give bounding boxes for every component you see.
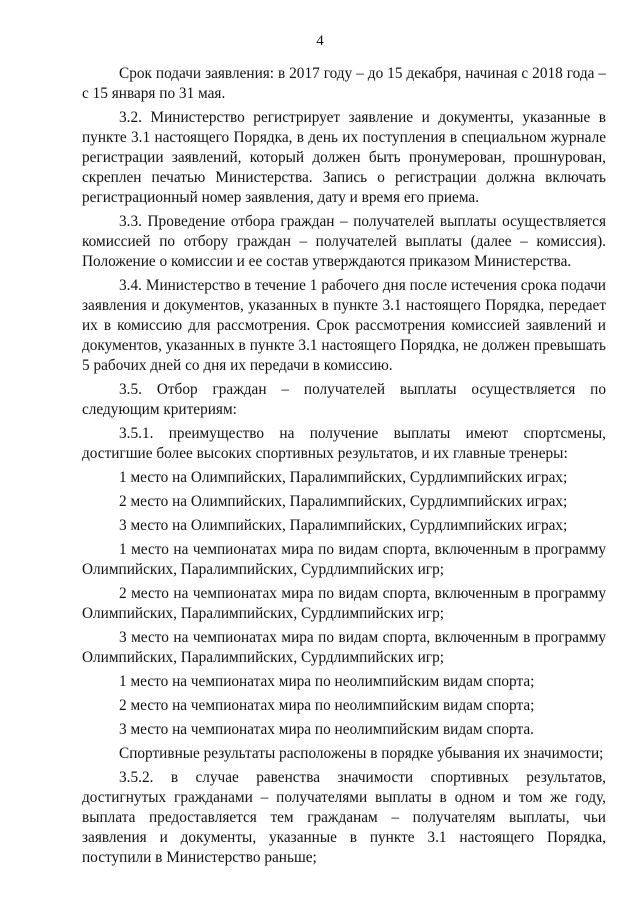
list-item-place: 1 место на Олимпийских, Паралимпийских, Сурдлимпийских играх;	[119, 469, 568, 486]
paragraph-3-4: 3.4. Министерство в течение 1 рабочего дня после истечения срока подачи заявления и документов, указанных в пункте 3.1 настоящего Порядка, передает их в комиссию для рассмотрения. Срок рассмотрения комиссией заявлений и документов, указанных в пункте 3.1 настоящего Порядка, не должен превышать 5 рабочих дней со дня их передачи в комиссию.	[82, 277, 606, 374]
list-item-place: 2 место на чемпионатах мира по неолимпийским видам спорта;	[119, 697, 535, 714]
paragraph-3-5-1: 3.5.1. преимущество на получение выплаты имеют спортсмены, достигшие более высоких спортивных результатов, и их главные тренеры:	[82, 425, 606, 462]
list-item-place: 3 место на Олимпийских, Паралимпийских, Сурдлимпийских играх;	[119, 517, 568, 534]
list-item-place: 2 место на чемпионатах мира по видам спорта, включенным в программу Олимпийских, Паралимпийских, Сурдлимпийских игр;	[82, 585, 606, 622]
list-item-place: 1 место на чемпионатах мира по видам спорта, включенным в программу Олимпийских, Паралимпийских, Сурдлимпийских игр;	[82, 541, 606, 578]
paragraph-3-2: 3.2. Министерство регистрирует заявление и документы, указанные в пункте 3.1 настоящего Порядка, в день их поступления в специальном журнале регистрации заявлений, который должен быть пронумерован, прошнурован, скреплен печатью Министерства. Запись о регистрации должна включать регистрационный номер заявления, дату и время его приема.	[82, 109, 606, 206]
paragraph-3-5: 3.5. Отбор граждан – получателей выплаты осуществляется по следующим критериям:	[82, 381, 606, 418]
paragraph-3-3: 3.3. Проведение отбора граждан – получателей выплаты осуществляется комиссией по отбору граждан – получателей выплаты (далее – комиссия). Положение о комиссии и ее состав утверждаются приказом Министерства.	[82, 213, 606, 270]
list-item-place: 2 место на Олимпийских, Паралимпийских, Сурдлимпийских играх;	[119, 493, 568, 510]
paragraph-3-5-2: 3.5.2. в случае равенства значимости спортивных результатов, достигнутых гражданами – получателями выплаты в одном и том же году, выплата предоставляется тем гражданам – получателям выплаты, чьи заявления и документы, указанные в пункте 3.1 настоящего Порядка, поступили в Министерство раньше;	[82, 769, 606, 866]
document-body	[82, 64, 606, 868]
list-item-place: 3 место на чемпионатах мира по видам спорта, включенным в программу Олимпийских, Паралимпийских, Сурдлимпийских игр;	[82, 629, 606, 666]
paragraph-deadline: Срок подачи заявления: в 2017 году – до 15 декабря, начиная с 2018 года – с 15 января по 31 мая.	[82, 65, 606, 102]
page-number: 4	[316, 33, 324, 49]
paragraph-results-order: Спортивные результаты расположены в порядке убывания их значимости;	[119, 745, 604, 762]
list-item-place: 3 место на чемпионатах мира по неолимпийским видам спорта.	[119, 721, 534, 738]
list-item-place: 1 место на чемпионатах мира по неолимпийским видам спорта;	[119, 673, 535, 690]
